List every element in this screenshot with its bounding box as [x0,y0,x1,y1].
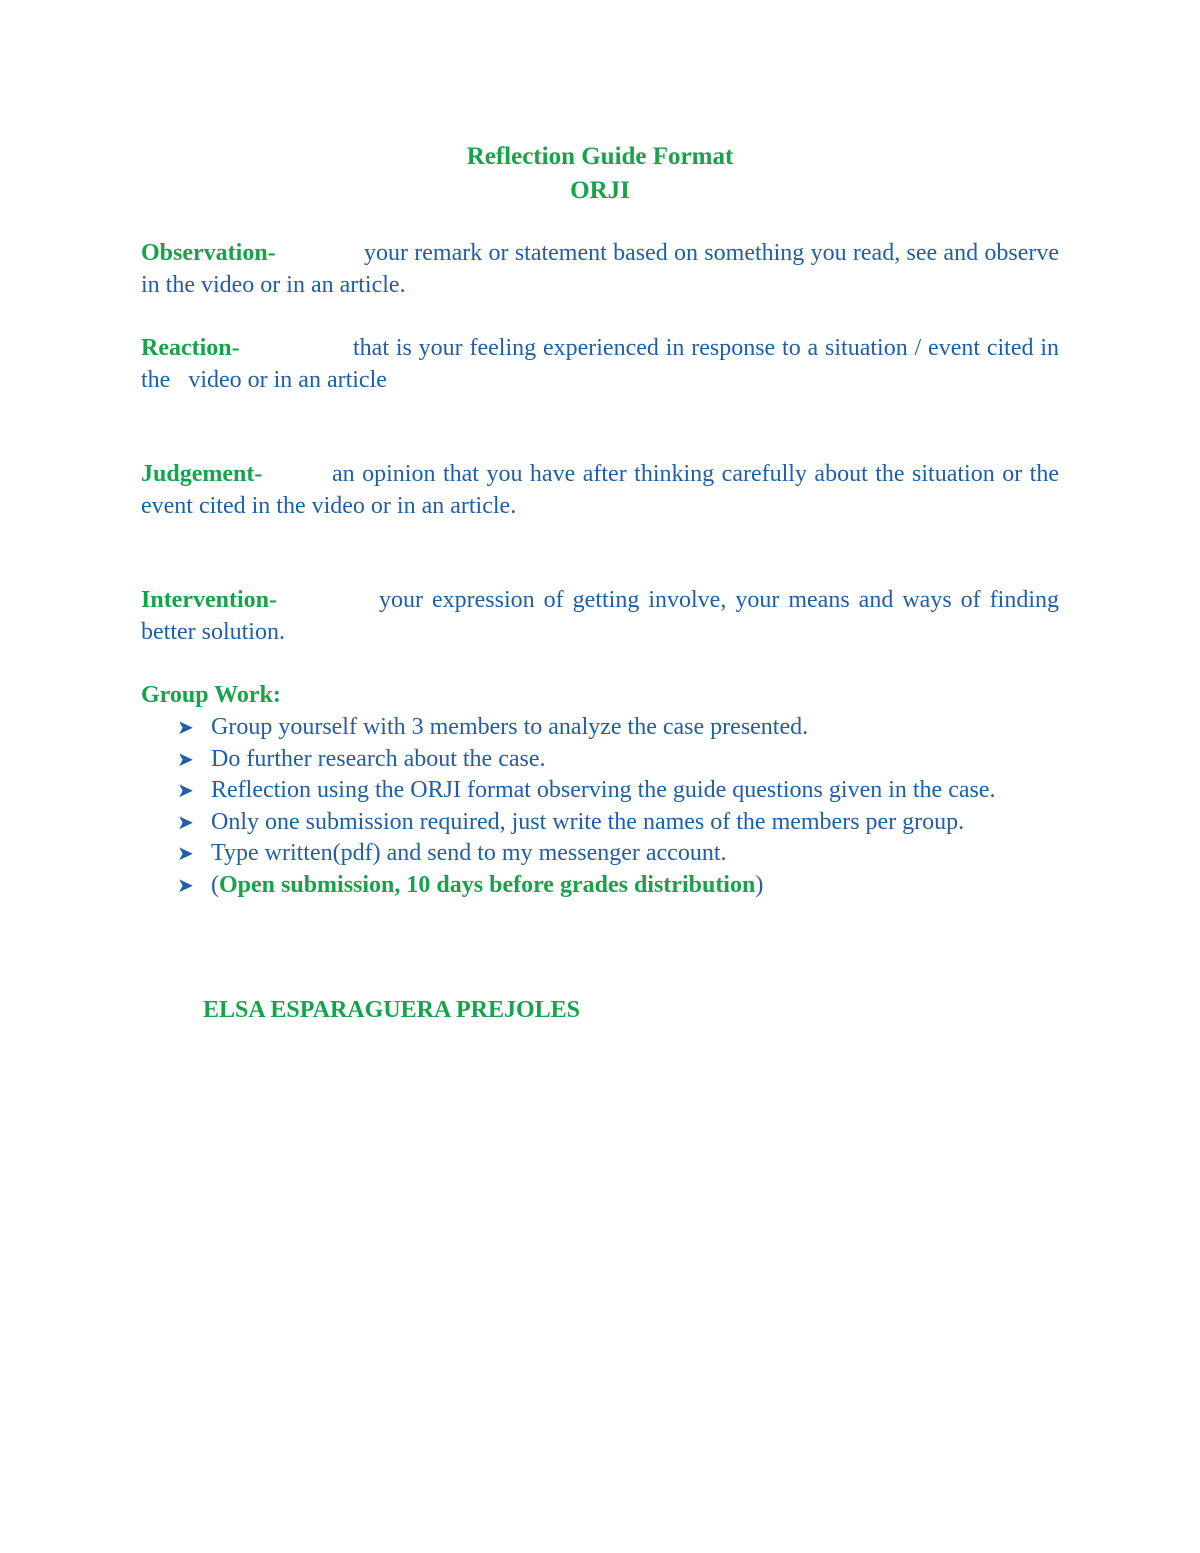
section-term: Reaction- [141,335,240,361]
list-item: ➤ Type written(pdf) and send to my messenger account. [141,838,1059,870]
group-work-list [141,712,1059,901]
author-signature: ELSA ESPARAGUERA PREJOLES [203,997,580,1023]
section-definition: your remark or statement based on something you read, see and observe in the video or in an article. [141,240,1059,298]
section-definition: an opinion that you have after thinking carefully about the situation or the event cited in the video or in an article. [141,461,1059,519]
list-item-highlight: ➤ (Open submission, 10 days before grades distribution) [141,870,1059,902]
list-item: ➤ Group yourself with 3 members to analyze the case presented. [141,712,1059,744]
group-work-heading: Group Work: [141,682,281,708]
arrow-bullet-icon: ➤ [177,746,194,771]
section-term: Intervention- [141,587,277,613]
document-title: Reflection Guide Format [466,143,734,170]
section-term: Judgement- [141,461,263,487]
section-term: Observation- [141,240,276,266]
section-definition: your expression of getting involve, your means and ways of finding better solution. [141,587,1059,645]
list-item: ➤ Reflection using the ORJI format observing the guide questions given in the case. [141,775,1059,807]
section-judgement [141,458,1059,522]
list-item: ➤ Do further research about the case. [141,744,1059,776]
section-intervention [141,584,1059,648]
arrow-bullet-icon: ➤ [177,809,194,834]
title-block [0,140,1200,208]
arrow-bullet-icon: ➤ [177,715,194,739]
arrow-bullet-icon: ➤ [177,841,194,865]
arrow-bullet-icon: ➤ [177,778,194,802]
arrow-bullet-icon: ➤ [177,872,194,897]
list-item: ➤ Only one submission required, just write the names of the members per group. [141,807,1059,839]
section-reaction [141,332,1065,396]
section-definition: that is your feeling experienced in response to a situation / event cited in the video or in an article [141,335,1065,393]
document-subtitle: ORJI [570,177,630,204]
section-observation [141,237,1059,301]
